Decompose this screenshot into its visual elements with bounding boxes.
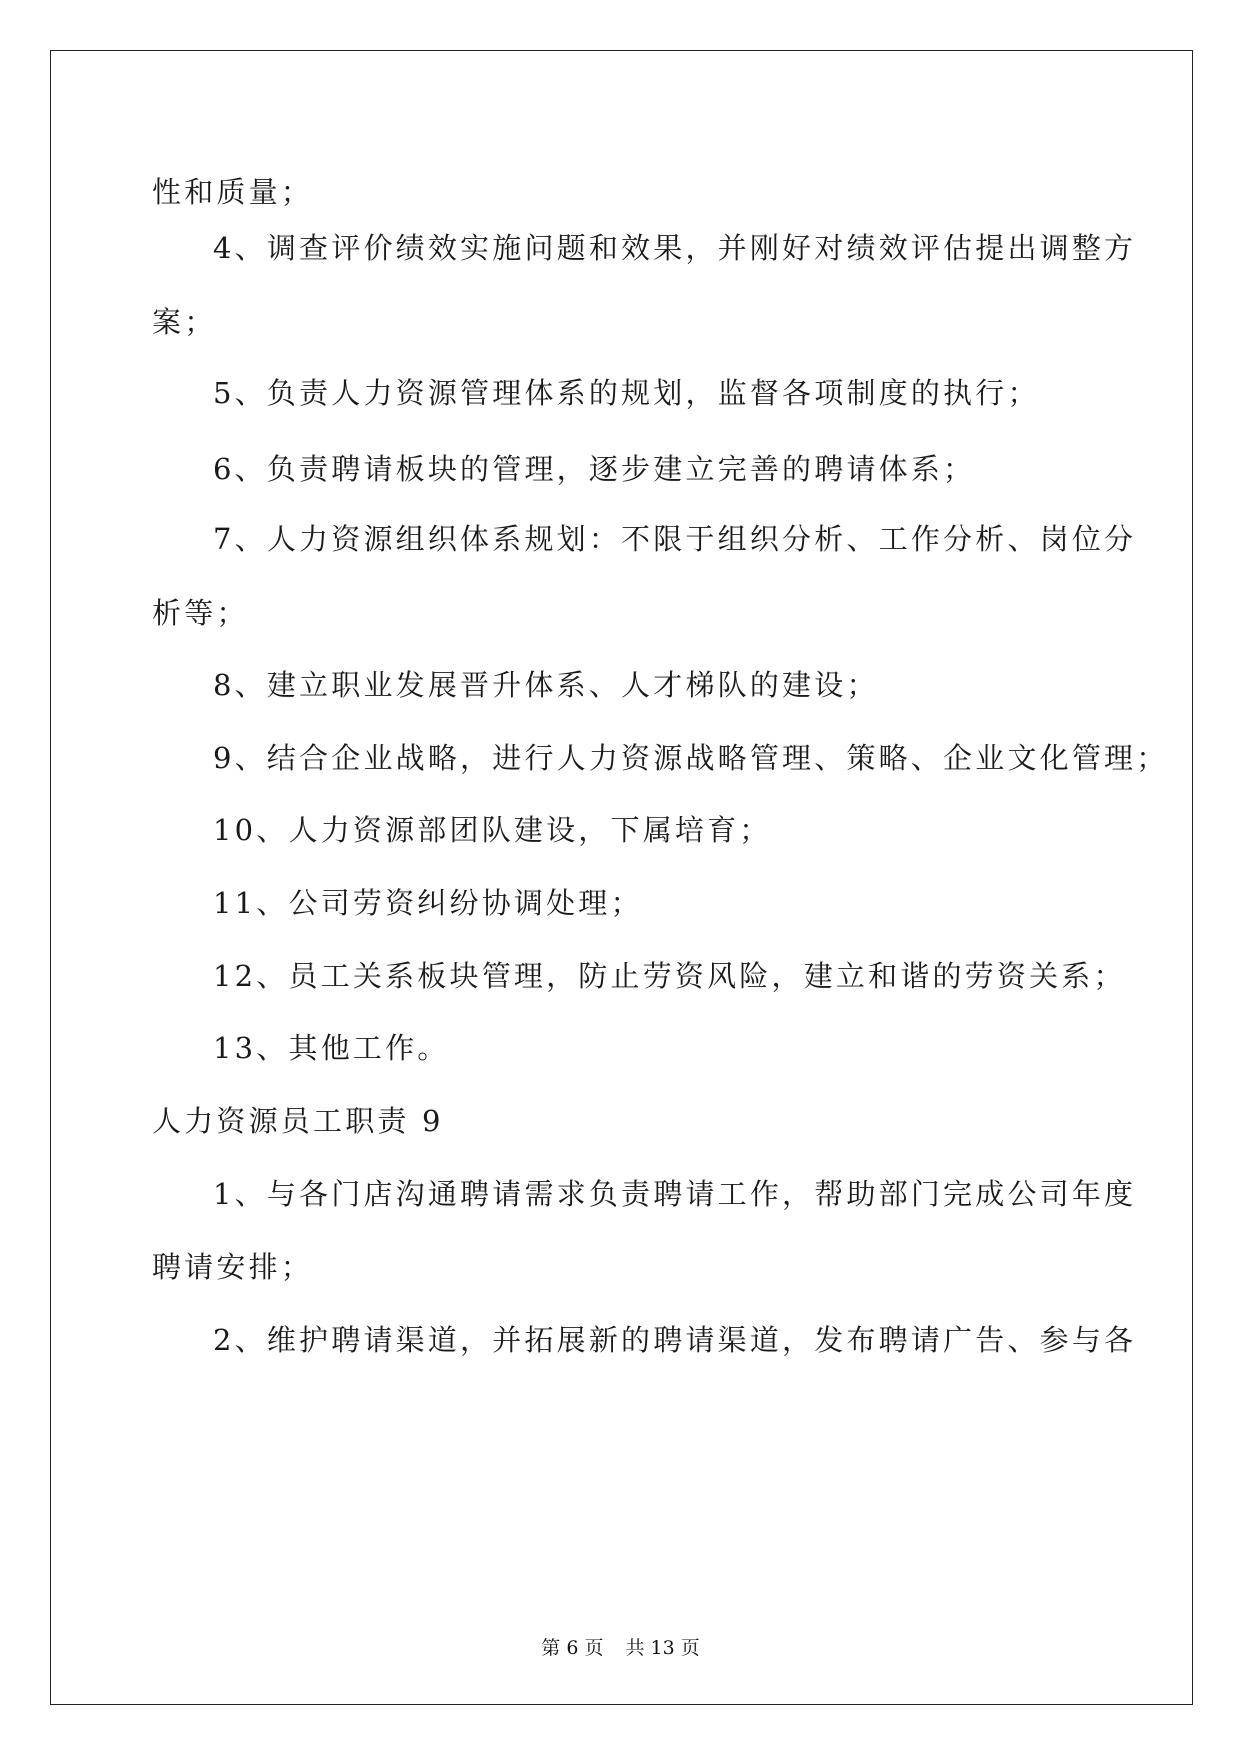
page-footer xyxy=(0,1636,1241,1660)
list-item-11: 11、公司劳资纠纷协调处理； xyxy=(213,886,643,920)
list-item-7: 7、人力资源组织体系规划：不限于组织分析、工作分析、岗位分 xyxy=(213,522,1137,556)
page-number-total: 共 13 页 xyxy=(625,1637,700,1659)
list-item-10: 10、人力资源部团队建设，下属培育； xyxy=(213,813,772,847)
body-text-line: 析等； xyxy=(152,596,249,630)
page-border xyxy=(50,50,1193,1705)
body-text-line: 性和质量； xyxy=(152,175,314,209)
page-number-current: 第 6 页 xyxy=(541,1637,604,1659)
list-item-5: 5、负责人力资源管理体系的规划，监督各项制度的执行； xyxy=(213,376,1040,410)
list-item-9: 9、结合企业战略，进行人力资源战略管理、策略、企业文化管理； xyxy=(213,741,1169,775)
list-item-8: 8、建立职业发展晋升体系、人才梯队的建设； xyxy=(213,668,879,702)
section-heading: 人力资源员工职责 9 xyxy=(152,1104,444,1138)
list-item-12: 12、员工关系板块管理，防止劳资风险，建立和谐的劳资关系； xyxy=(213,959,1126,993)
body-text-line: 聘请安排； xyxy=(152,1250,314,1284)
body-text-line: 案； xyxy=(152,305,217,339)
list-item-13: 13、其他工作。 xyxy=(213,1031,450,1065)
list-item-6: 6、负责聘请板块的管理，逐步建立完善的聘请体系； xyxy=(213,452,976,486)
list-item-1: 1、与各门店沟通聘请需求负责聘请工作，帮助部门完成公司年度 xyxy=(213,1177,1137,1211)
list-item-2: 2、维护聘请渠道，并拓展新的聘请渠道，发布聘请广告、参与各 xyxy=(213,1323,1137,1357)
body-text-line: 4、调查评价绩效实施问题和效果，并刚好对绩效评估提出调整方 xyxy=(213,231,1137,265)
